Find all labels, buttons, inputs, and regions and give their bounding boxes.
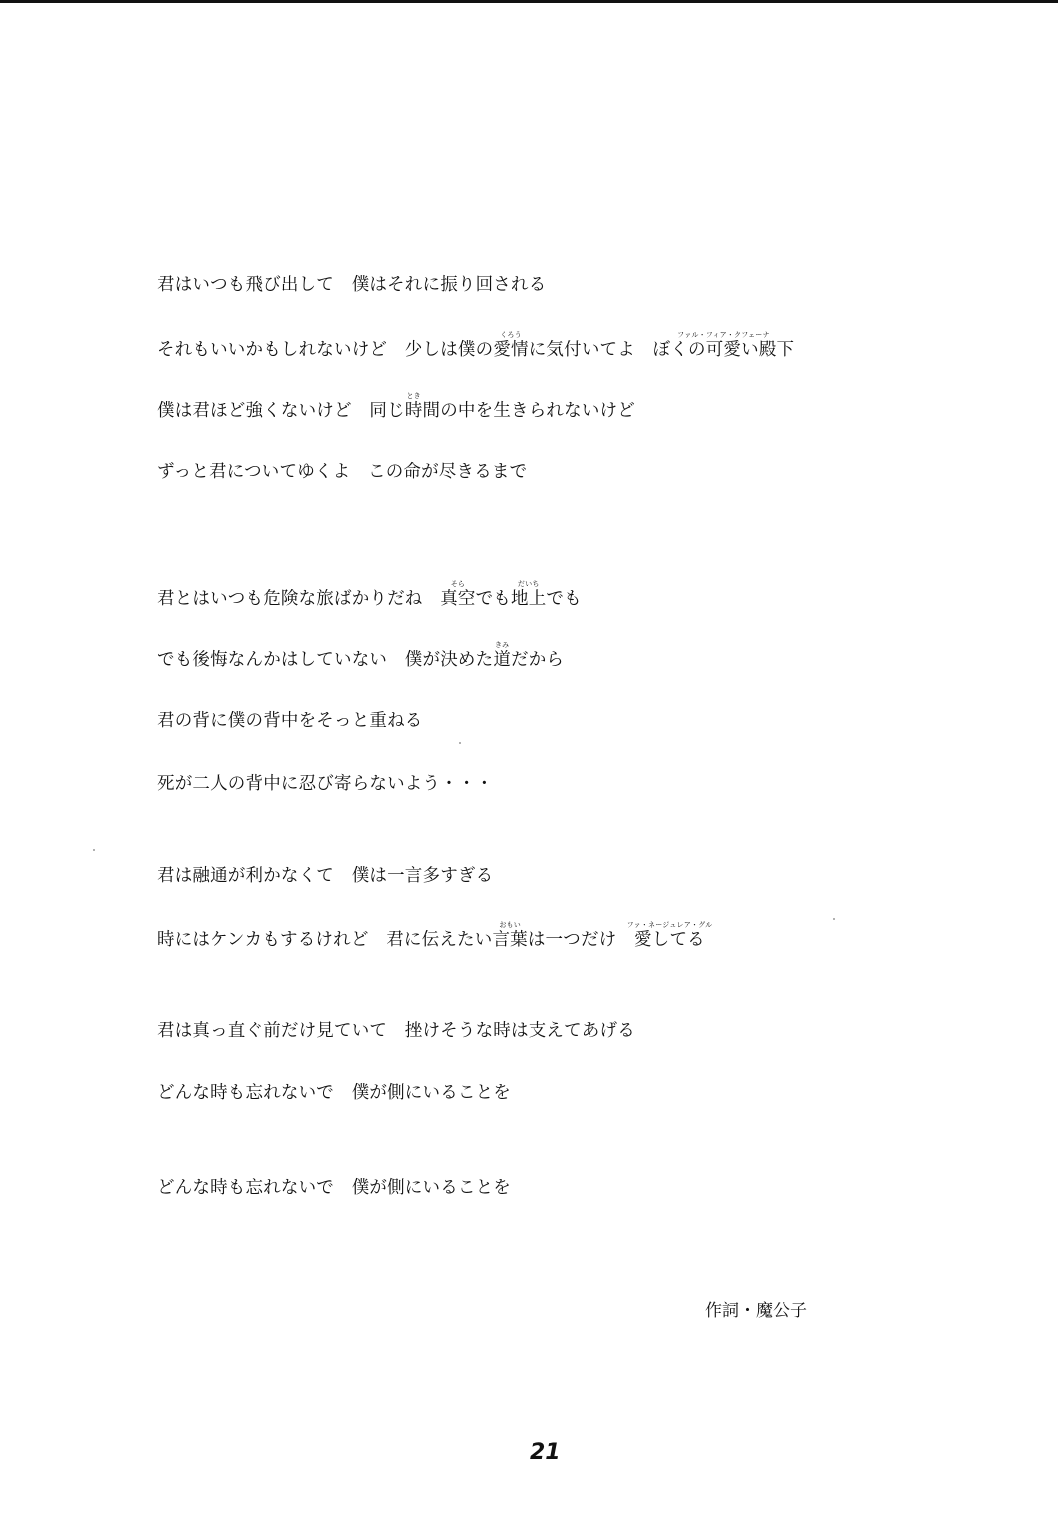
ruby-word bbox=[404, 392, 423, 421]
lyric-line bbox=[157, 331, 795, 360]
lyricist-credit: 作詞・魔公子 bbox=[705, 1301, 807, 1321]
ruby-word bbox=[652, 331, 795, 360]
lyric-line bbox=[157, 921, 713, 950]
ruby-base-text: 地上 bbox=[511, 589, 547, 609]
ruby-base-text: 真空 bbox=[440, 589, 476, 609]
lyric-text: 時にはケンカもするけれど 君に伝えたい bbox=[157, 930, 493, 950]
lyric-text: 僕は君ほど強くないけど 同じ bbox=[157, 401, 405, 421]
ruby-reading: おもい bbox=[499, 921, 521, 929]
lyric-line bbox=[157, 866, 493, 886]
ruby-word bbox=[511, 580, 547, 609]
lyric-text: だから bbox=[511, 650, 565, 670]
ruby-reading: とき bbox=[406, 392, 421, 400]
lyric-text: に気付いてよ bbox=[528, 340, 653, 360]
lyric-text: どんな時も忘れないで 僕が側にいることを bbox=[157, 1178, 511, 1198]
lyric-text: それもいいかもしれないけど 少しは僕の bbox=[157, 340, 494, 360]
page-number: 21 bbox=[530, 1440, 561, 1465]
lyric-line bbox=[157, 580, 582, 609]
lyric-text: は一つだけ bbox=[527, 930, 635, 950]
lyric-text: 間の中を生きられないけど bbox=[422, 401, 635, 421]
lyric-line bbox=[157, 711, 423, 731]
lyric-line bbox=[157, 774, 493, 794]
ruby-word bbox=[626, 921, 713, 950]
lyric-line bbox=[157, 1021, 635, 1041]
ruby-word bbox=[492, 921, 528, 950]
lyric-text: どんな時も忘れないで 僕が側にいることを bbox=[157, 1083, 511, 1103]
lyric-line bbox=[157, 462, 527, 482]
ruby-word bbox=[493, 641, 512, 670]
ruby-base-text: 道 bbox=[493, 650, 512, 670]
ruby-reading: きみ bbox=[494, 641, 510, 649]
lyric-line bbox=[157, 1083, 511, 1103]
lyric-line bbox=[157, 275, 546, 295]
lyric-text: 君の背に僕の背中をそっと重ねる bbox=[157, 711, 423, 731]
lyric-line bbox=[157, 1178, 511, 1198]
ruby-reading: ファル・フィア・クフェーナ bbox=[677, 331, 770, 339]
ruby-reading: そら bbox=[450, 580, 466, 588]
lyric-text: でも bbox=[475, 589, 512, 609]
ruby-base-text: ぼくの可愛い殿下 bbox=[652, 340, 795, 360]
scan-speck bbox=[93, 849, 95, 851]
top-border-rule bbox=[0, 0, 1058, 3]
ruby-base-text: 愛情 bbox=[493, 340, 529, 360]
ruby-base-text: 愛してる bbox=[634, 930, 705, 950]
lyric-text: 君は真っ直ぐ前だけ見ていて 挫けそうな時は支えてあげる bbox=[157, 1021, 635, 1041]
lyric-text: 死が二人の背中に忍び寄らないよう・・・ bbox=[157, 774, 494, 794]
ruby-base-text: 言葉 bbox=[492, 930, 528, 950]
scan-speck bbox=[833, 918, 835, 920]
lyric-line bbox=[157, 392, 635, 421]
lyric-text: でも bbox=[546, 589, 582, 609]
lyric-text: ずっと君についてゆくよ この命が尽きるまで bbox=[157, 462, 528, 482]
ruby-reading: ファ・ネージュレア・グル bbox=[626, 921, 713, 929]
scan-speck bbox=[459, 742, 461, 744]
ruby-word bbox=[440, 580, 476, 609]
lyric-line bbox=[157, 641, 565, 670]
lyric-text: 君はいつも飛び出して 僕はそれに振り回される bbox=[157, 275, 547, 295]
lyric-text: 君は融通が利かなくて 僕は一言多すぎる bbox=[157, 866, 494, 886]
ruby-word bbox=[493, 331, 529, 360]
lyric-text: 君とはいつも危険な旅ばかりだね bbox=[157, 589, 441, 609]
ruby-base-text: 時 bbox=[404, 401, 423, 421]
ruby-reading: だいち bbox=[517, 580, 540, 588]
lyric-text: でも後悔なんかはしていない 僕が決めた bbox=[157, 650, 494, 670]
ruby-reading: くろう bbox=[500, 331, 522, 339]
